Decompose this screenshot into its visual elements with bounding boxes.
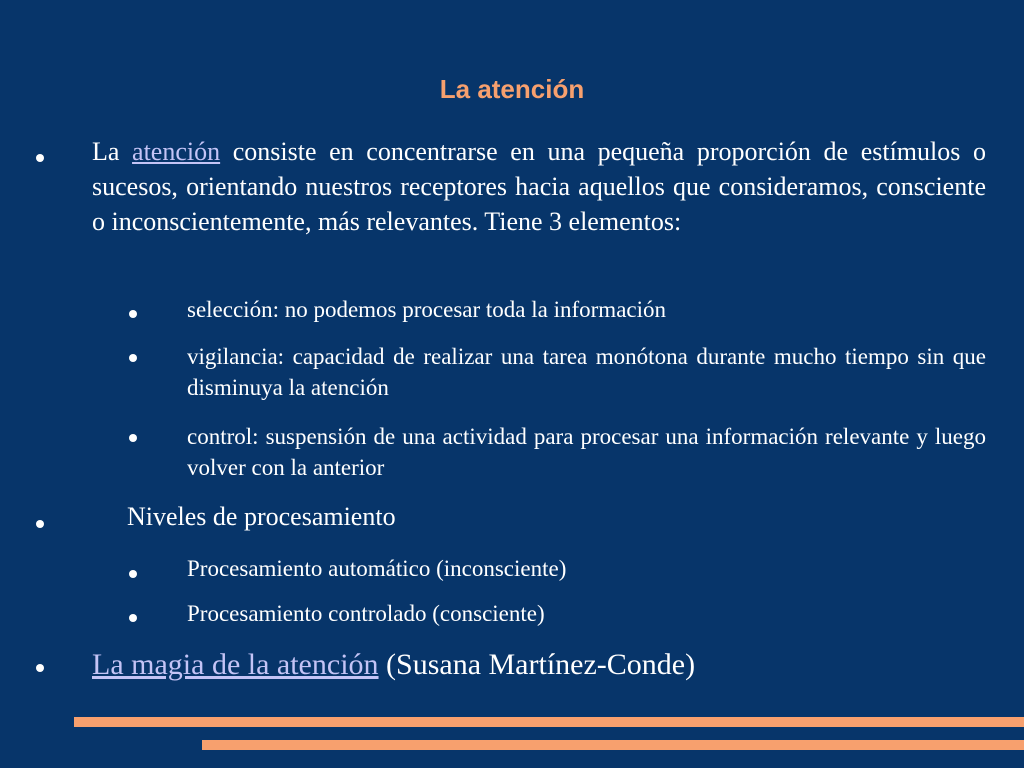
levels-heading: Niveles de procesamiento xyxy=(127,502,396,531)
atencion-link[interactable]: atención xyxy=(132,137,221,166)
bullet-dot xyxy=(36,520,44,528)
bullet-dot xyxy=(129,310,137,318)
decorative-stripe-bottom xyxy=(202,740,1024,750)
reference-line xyxy=(92,645,695,685)
decorative-stripe-top xyxy=(74,717,1024,727)
level-item-automatico: Procesamiento automático (inconsciente) xyxy=(187,556,567,581)
element-item-control: control: suspensión de una actividad para procesar una información relevante y luego volver con la anterior xyxy=(187,424,986,480)
intro-paragraph xyxy=(92,134,986,239)
bullet-dot xyxy=(36,154,44,162)
intro-pre: La xyxy=(92,137,133,166)
slide-title: La atención xyxy=(439,74,585,104)
bullet-dot xyxy=(36,664,44,672)
bullet-dot xyxy=(129,570,137,578)
element-item-vigilancia: vigilancia: capacidad de realizar una tarea monótona durante mucho tiempo sin que disminuya la atención xyxy=(187,344,986,400)
bullet-dot xyxy=(129,354,137,362)
magia-atencion-link[interactable]: La magia de la atención xyxy=(92,648,379,681)
level-item-controlado: Procesamiento controlado (consciente) xyxy=(187,601,545,626)
element-item-seleccion: selección: no podemos procesar toda la información xyxy=(187,297,667,322)
bullet-dot xyxy=(129,614,137,622)
bullet-dot xyxy=(129,434,137,442)
reference-author: (Susana Martínez-Conde) xyxy=(378,648,696,681)
intro-post: consiste en concentrarse en una pequeña proporción de estímulos o sucesos, orientando nuestros receptores hacia aquellos que consideramos, consciente o inconscientemente, más relevantes. Tiene 3 elementos: xyxy=(92,137,986,236)
